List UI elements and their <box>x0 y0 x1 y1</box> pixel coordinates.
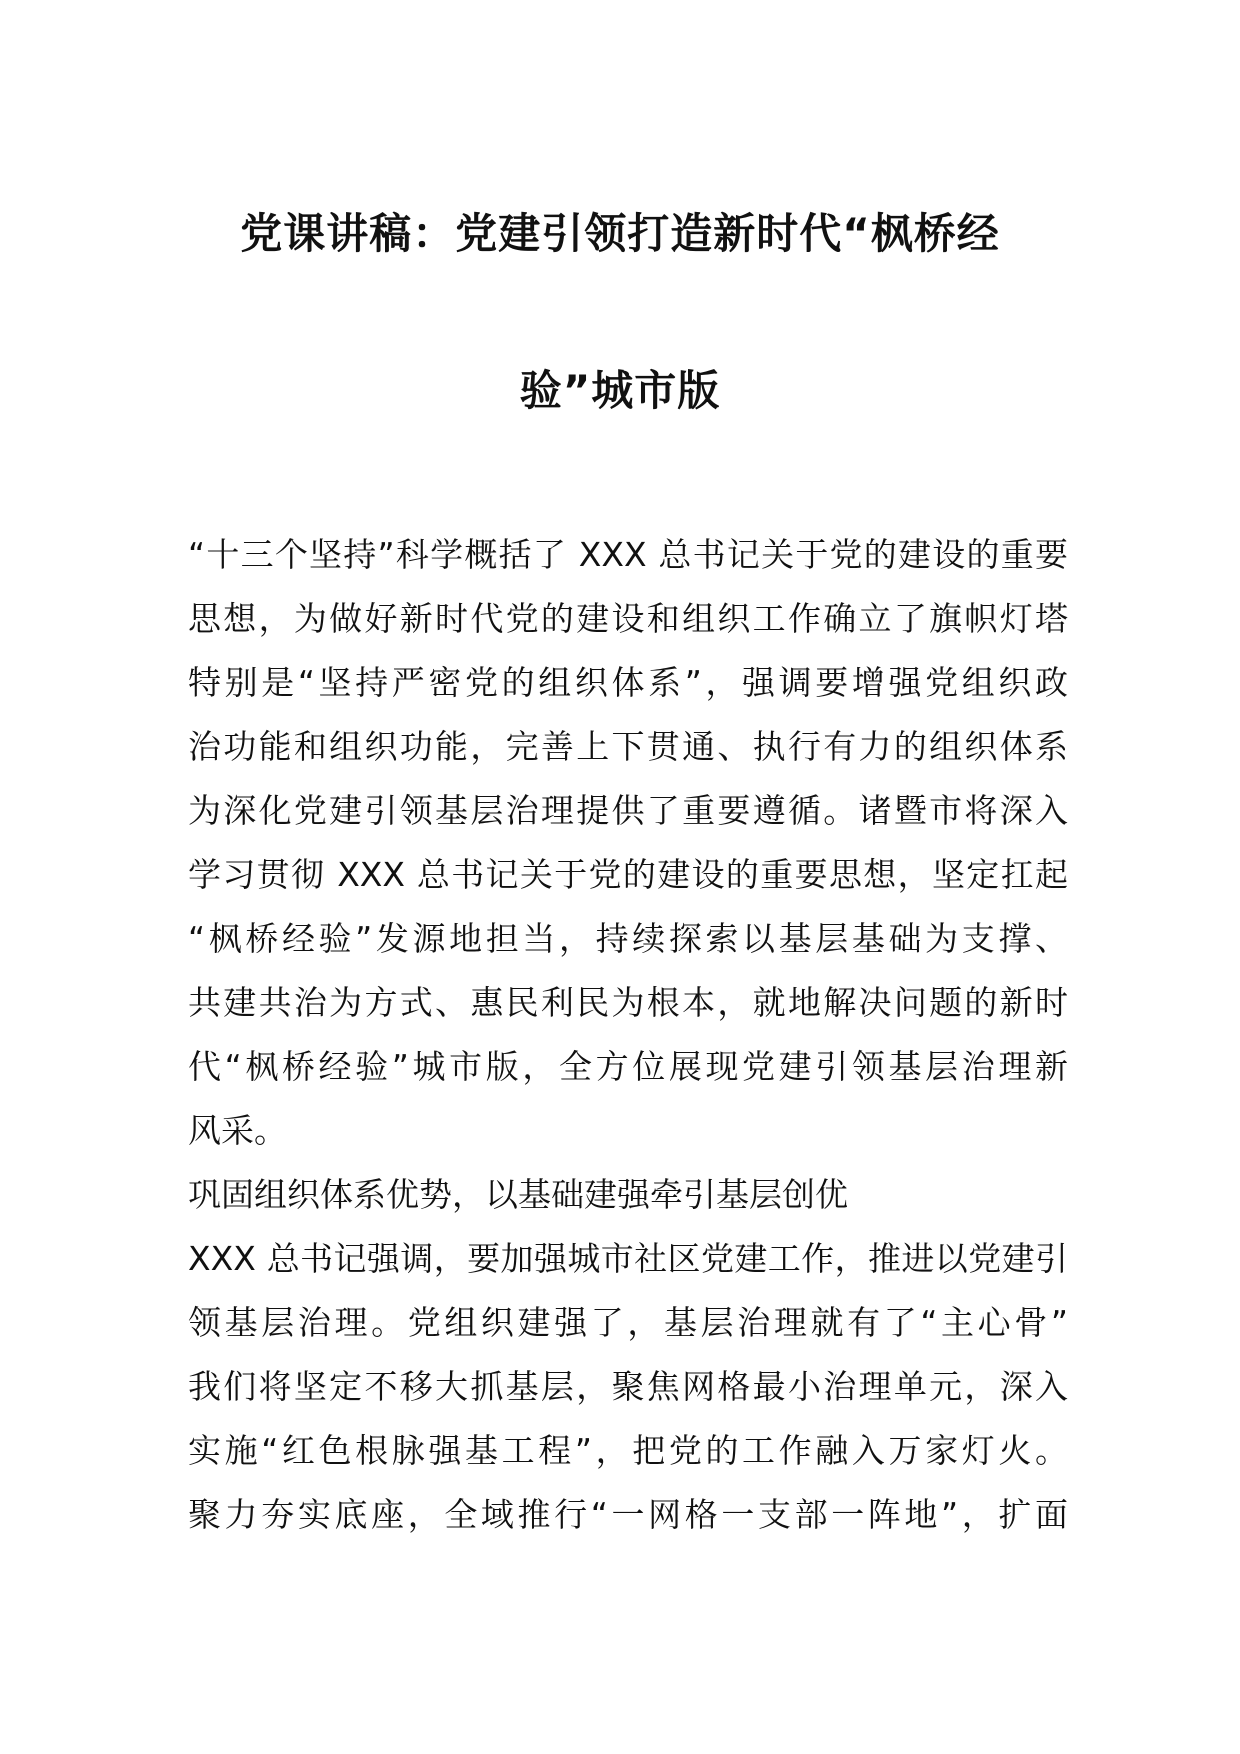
document-title-line-2: 验”城市版 <box>519 366 721 415</box>
paragraph-line: 我们将坚定不移大抓基层，聚焦网格最小治理单元，深入 <box>188 1367 1068 1406</box>
paragraph-line: 思想，为做好新时代党的建设和组织工作确立了旗帜灯塔 <box>188 599 1068 638</box>
paragraph-line: 代“枫桥经验”城市版，全方位展现党建引领基层治理新 <box>188 1047 1068 1086</box>
paragraph-line: XXX 总书记强调，要加强城市社区党建工作，推进以党建引 <box>188 1239 1068 1278</box>
section-heading: 巩固组织体系优势，以基础建强牵引基层创优 <box>188 1175 848 1214</box>
document-title-line-1: 党课讲稿：党建引领打造新时代“枫桥经 <box>240 209 1000 258</box>
paragraph-line: “枫桥经验”发源地担当，持续探索以基层基础为支撑、 <box>188 919 1068 958</box>
paragraph-line: 共建共治为方式、惠民利民为根本，就地解决问题的新时 <box>188 983 1068 1022</box>
paragraph-line: 特别是“坚持严密党的组织体系”，强调要增强党组织政 <box>188 663 1068 702</box>
paragraph-line: 为深化党建引领基层治理提供了重要遵循。诸暨市将深入 <box>188 791 1068 830</box>
paragraph-line: 实施“红色根脉强基工程”，把党的工作融入万家灯火。 <box>188 1431 1068 1470</box>
paragraph-line: 学习贯彻 XXX 总书记关于党的建设的重要思想，坚定扛起 <box>188 855 1068 894</box>
paragraph-line: “十三个坚持”科学概括了 XXX 总书记关于党的建设的重要 <box>188 535 1068 574</box>
paragraph-line: 治功能和组织功能，完善上下贯通、执行有力的组织体系 <box>188 727 1068 766</box>
paragraph-line: 聚力夯实底座，全域推行“一网格一支部一阵地”，扩面 <box>188 1495 1068 1534</box>
paragraph-line: 领基层治理。党组织建强了，基层治理就有了“主心骨” <box>188 1303 1068 1342</box>
paragraph-line: 风采。 <box>188 1111 287 1150</box>
